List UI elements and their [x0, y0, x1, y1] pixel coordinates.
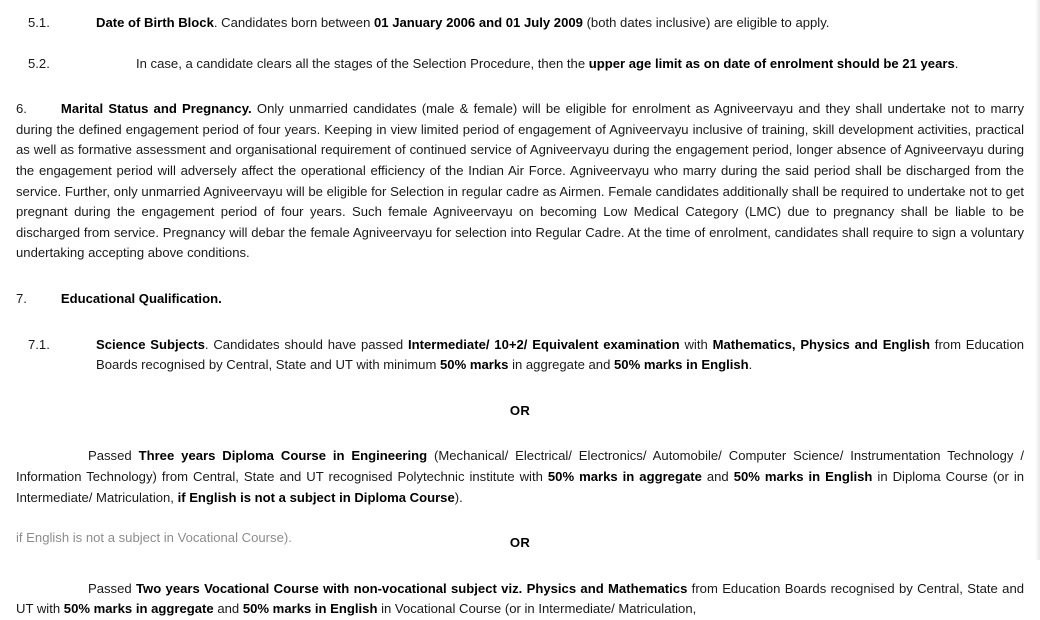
clause-5-1-number: 5.1.: [28, 15, 50, 30]
emphasis-run: 01 January 2006 and 01 July 2009: [374, 15, 583, 30]
emphasis-run: 50% marks in aggregate: [547, 468, 702, 484]
clause-5-2: [16, 54, 1024, 75]
clause-7: [16, 289, 1024, 310]
emphasis-run: Intermediate/ 10+2/ Equivalent examination: [408, 336, 680, 352]
clause-5-1: [16, 13, 1024, 34]
clause-7-1: [16, 335, 1024, 376]
text-run: Passed: [88, 580, 136, 596]
clause-number: 7.: [16, 290, 27, 306]
emphasis-run: 50% marks in English: [242, 601, 378, 617]
text-run: Passed: [88, 448, 139, 464]
right-scan-edge-shadow: [1034, 0, 1040, 560]
text-run: .: [748, 357, 753, 373]
text-run: from Education Boards recognised by Central, State and UT with minimum: [96, 336, 1025, 373]
clause-5-1-text: [96, 13, 1024, 34]
text-run: (both dates inclusive) are eligible to apply.: [582, 15, 830, 30]
text-run: in Vocational Course (or in Intermediate/ Matriculation,: [377, 601, 697, 617]
text-run: . Candidates should have passed: [204, 336, 408, 352]
emphasis-run: Educational Qualification.: [60, 290, 222, 306]
vocational-paragraph: [16, 579, 1024, 620]
emphasis-run: 50% marks in English: [614, 357, 749, 373]
text-run: . Candidates born between: [213, 15, 375, 30]
or-separator-2: OR: [509, 535, 531, 551]
text-run: Only unmarried candidates (male & female) will be eligible for enrolment as Agniveervayu and they shall undertake not to marry during the defined engagement period of four years. Keeping in view limited period of engagement of Agniveervayu inclusive of training, skill development activities, practical as well as formative assessment and organisational requirement of continued service of Agniveervayu during the engagement period, longer absence of Agniveervayu during the engagement period will adversely affect the operational efficiency of the Indian Air Force. Agniveervayu who marry during the said period shall be discharged from the service. Further, only unmarried Agniveervayu will be eligible for Selection in regular cadre as Airmen. Female candidates additionally shall be required to undertake not to get pregnant during the engagement period of four years. Such female Agniveervayu on becoming Low Medical Category (LMC) due to pregnancy shall be liable to be discharged from service. Pregnancy will debar the female Agniveervayu for selection into Regular Cadre. At the time of enrolment, candidates shall require to sign a voluntary undertaking accepting above conditions.: [16, 101, 1024, 261]
emphasis-run: Marital Status and Pregnancy.: [60, 101, 252, 117]
diploma-paragraph: [16, 446, 1024, 508]
emphasis-run: upper age limit as on date of enrolment should be 21 years: [588, 55, 955, 71]
clipped-bottom-line-text: if English is not a subject in Vocational Course).: [16, 530, 292, 545]
text-run: ).: [454, 489, 463, 505]
text-run: in aggregate and: [508, 357, 614, 373]
text-run: .: [954, 55, 959, 71]
text-run: from Education Boards recognised by Central, State and UT with: [16, 580, 1025, 617]
document-body-column: [16, 0, 1024, 620]
text-run: and: [701, 468, 734, 484]
emphasis-run: Date of Birth Block: [96, 15, 214, 30]
emphasis-run: 50% marks: [440, 357, 509, 373]
clause-7-1-number: 7.1.: [28, 336, 50, 352]
emphasis-run: Science Subjects: [96, 336, 205, 352]
text-run: In case, a candidate clears all the stages of the Selection Procedure, then the: [136, 55, 589, 71]
text-run: (Mechanical/ Electrical/ Electronics/ Automobile/ Computer Science/ Instrumentation Technology / Information Technology) from Central, State and UT recognised Polytechnic institute with: [16, 448, 1024, 484]
clause-7-heading: [16, 289, 1024, 310]
emphasis-run: 50% marks in English: [733, 468, 873, 484]
emphasis-run: Mathematics, Physics and English: [712, 336, 930, 352]
clause-number: 6.: [16, 101, 27, 117]
emphasis-run: Three years Diploma Course in Engineering: [138, 448, 428, 464]
text-run: with: [679, 336, 713, 352]
clause-6: [16, 99, 1024, 264]
clause-5-2-text: [96, 54, 1024, 75]
emphasis-run: if English is not a subject in Diploma Course: [177, 489, 455, 505]
clause-6-text: [16, 99, 1024, 264]
emphasis-run: Two years Vocational Course with non-vocational subject viz. Physics and Mathematics: [136, 580, 688, 596]
clause-5-2-number: 5.2.: [28, 55, 50, 71]
or-separator-1: OR: [509, 402, 531, 418]
clause-7-1-text: [96, 335, 1024, 376]
emphasis-run: 50% marks in aggregate: [63, 601, 214, 617]
text-run: and: [213, 601, 243, 617]
text-run: in Diploma Course (or in Intermediate/ Matriculation,: [16, 468, 1025, 505]
